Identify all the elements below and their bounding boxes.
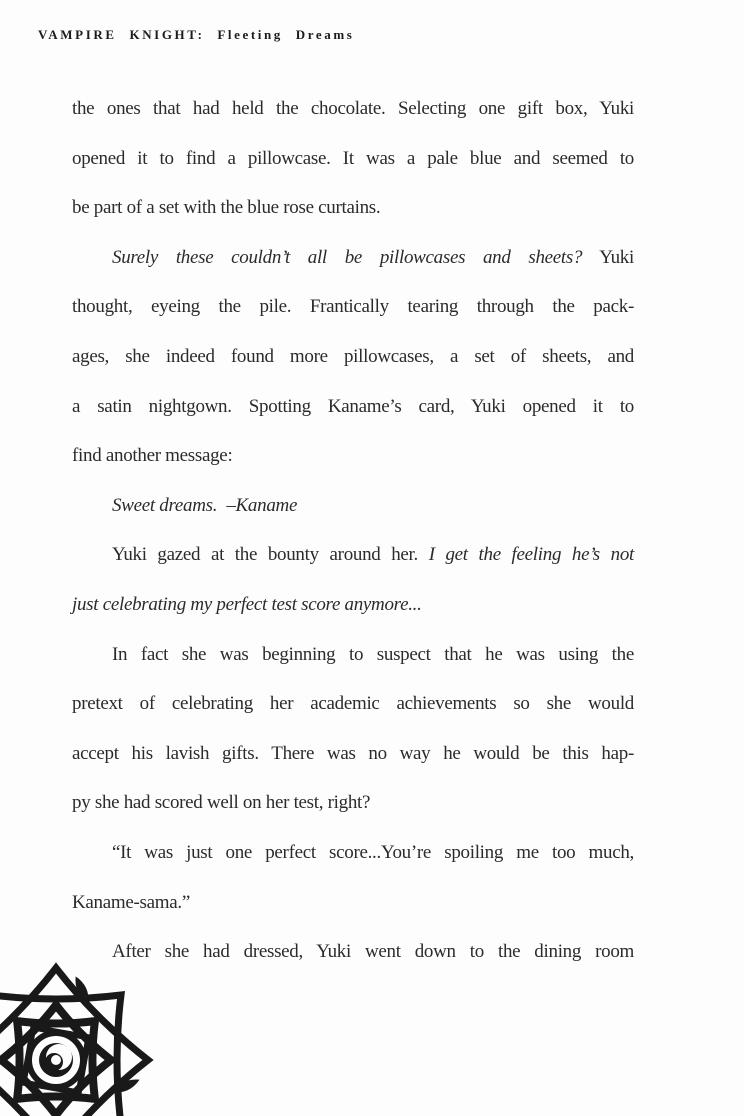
body-text xyxy=(72,84,634,977)
text-line xyxy=(72,282,634,332)
text-line xyxy=(72,233,634,283)
text-segment: ages, she indeed found more pillowcases, a set of sheets, and xyxy=(72,345,634,367)
italic-text-segment: just celebrating my perfect test score anymore... xyxy=(72,593,422,615)
text-segment: py she had scored well on her test, right? xyxy=(72,792,371,814)
text-segment: thought, eyeing the pile. Frantically tearing through the pack- xyxy=(72,296,634,318)
text-segment: accept his lavish gifts. There was no way he would be this hap- xyxy=(72,742,634,764)
text-segment: find another message: xyxy=(72,445,233,467)
text-line xyxy=(72,778,634,828)
text-segment: “It was just one perfect score...You’re spoiling me too much, xyxy=(112,841,634,863)
text-line xyxy=(72,183,634,233)
text-segment: Yuki gazed at the bounty around her. xyxy=(112,544,429,566)
text-line xyxy=(72,84,634,134)
rose-crest-emblem xyxy=(0,960,156,1116)
text-line xyxy=(72,679,634,729)
italic-text-segment: Sweet dreams. –Kaname xyxy=(112,494,298,516)
text-segment: a satin nightgown. Spotting Kaname’s card, Yuki opened it to xyxy=(72,395,634,417)
text-line xyxy=(72,729,634,779)
text-line xyxy=(72,134,634,184)
text-line xyxy=(72,431,634,481)
italic-text-segment: Surely these couldn’t all be pillowcases and sheets? xyxy=(112,246,583,268)
text-line xyxy=(72,332,634,382)
running-header-title: VAMPIRE KNIGHT: Fleeting Dreams xyxy=(38,27,355,42)
text-segment: Yuki xyxy=(582,246,634,268)
text-segment: the ones that had held the chocolate. Selecting one gift box, Yuki xyxy=(72,98,634,119)
text-segment: After she had dressed, Yuki went down to the dining room xyxy=(112,941,634,963)
text-segment: be part of a set with the blue rose curtains. xyxy=(72,197,381,219)
text-segment: opened it to find a pillowcase. It was a pale blue and seemed to xyxy=(72,147,634,169)
text-line xyxy=(72,630,634,680)
text-line xyxy=(72,481,634,531)
text-segment: In fact she was beginning to suspect that he was using the xyxy=(112,643,634,665)
text-line xyxy=(72,382,634,432)
text-line xyxy=(72,927,634,977)
italic-text-segment: I get the feeling he’s not xyxy=(428,544,634,566)
rose-crest-icon xyxy=(0,960,156,1116)
text-segment: Kaname-sama.” xyxy=(72,891,190,913)
text-line xyxy=(72,580,634,630)
text-line xyxy=(72,878,634,928)
text-line xyxy=(72,530,634,580)
text-line xyxy=(72,828,634,878)
text-segment: pretext of celebrating her academic achievements so she would xyxy=(72,693,634,715)
